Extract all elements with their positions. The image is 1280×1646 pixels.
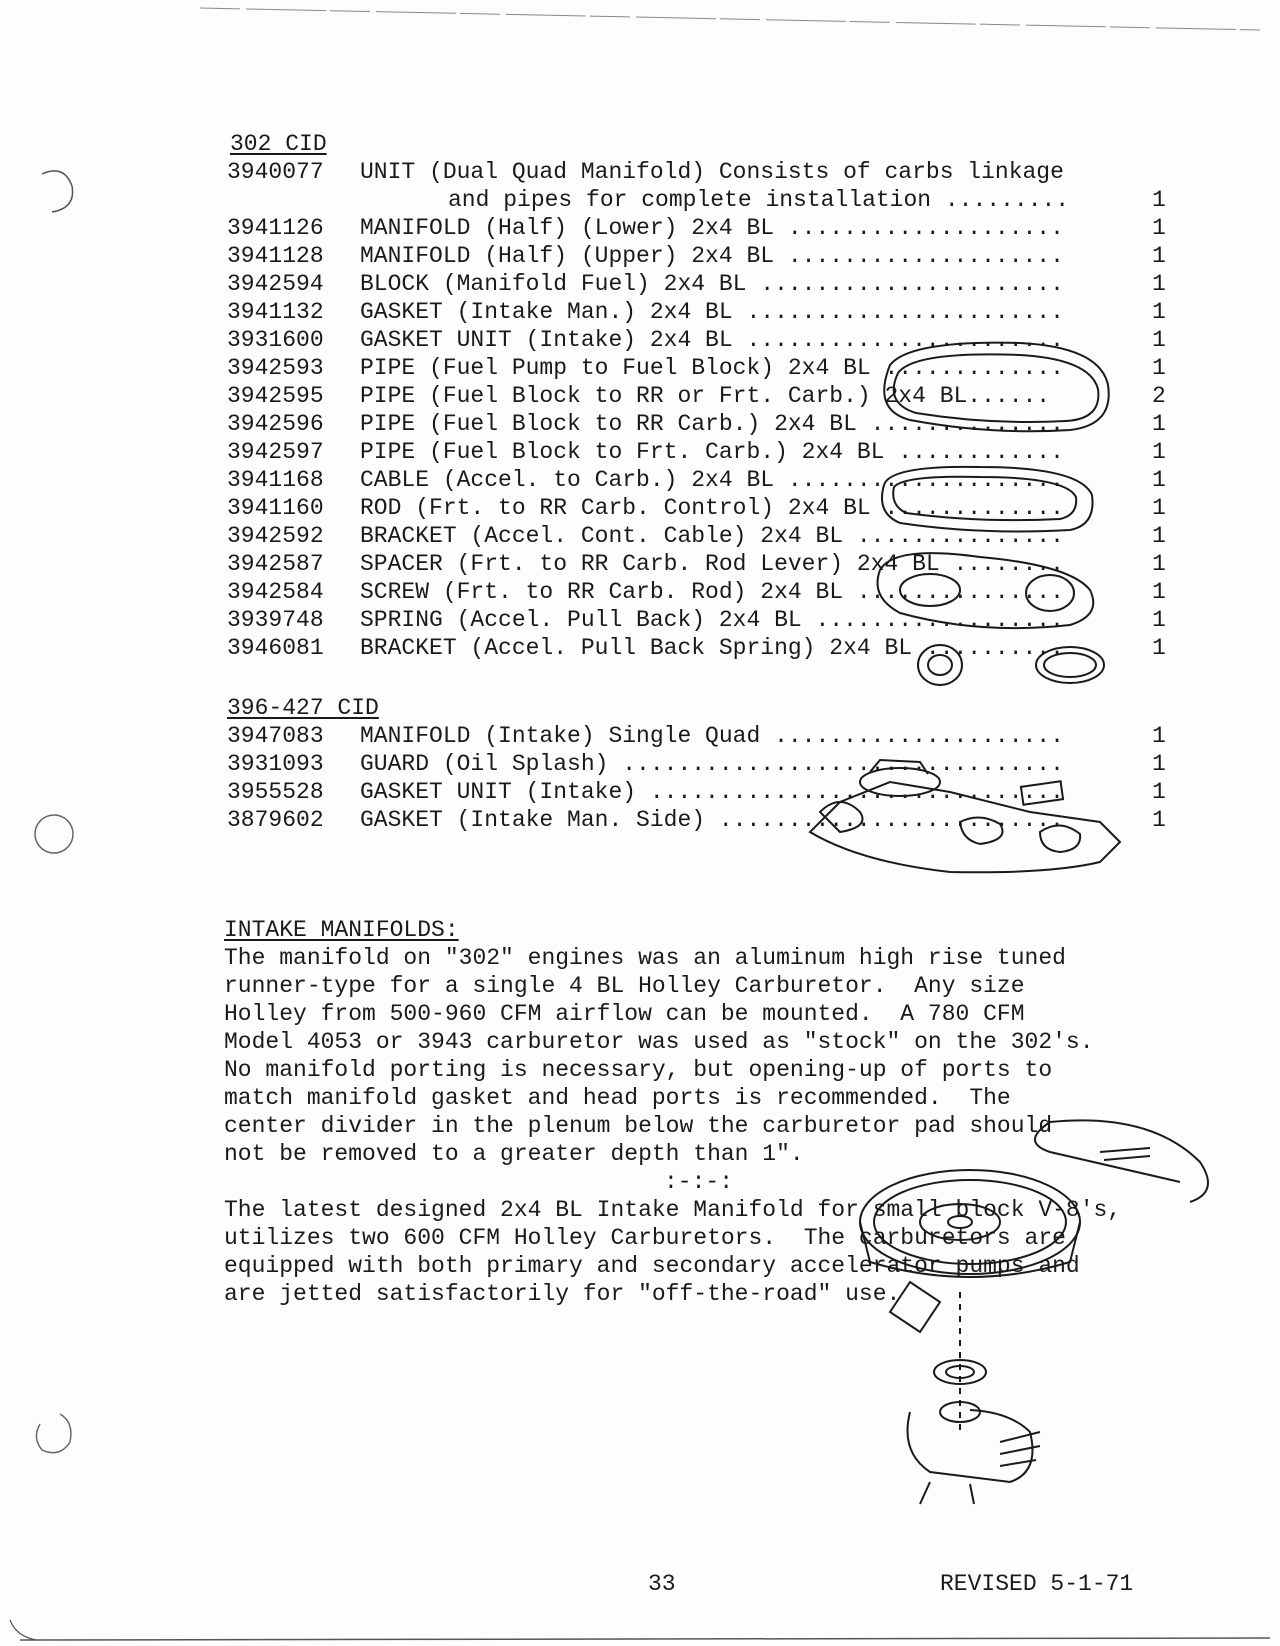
part-description [360, 438, 1140, 466]
part-number: 3946081 [227, 635, 324, 661]
part-description [360, 522, 1140, 550]
part-description-line: BRACKET (Accel. Cont. Cable) 2x4 BL ............... [360, 523, 1064, 549]
part-description-line: PIPE (Fuel Block to RR Carb.) 2x4 BL .............. [360, 411, 1064, 437]
parts-row [227, 298, 1172, 326]
part-number: 3947083 [227, 723, 324, 749]
part-description [360, 634, 1140, 662]
paragraph-line: Model 4053 or 3943 carburetor was used as "stock" on the 302's. [224, 1029, 1094, 1055]
part-description [360, 214, 1140, 242]
parts-row [227, 354, 1172, 382]
part-description [360, 494, 1140, 522]
part-description [360, 242, 1140, 270]
page-number: 33 [648, 1571, 676, 1597]
parts-row [227, 750, 1172, 778]
part-quantity: 2 [1152, 383, 1166, 409]
part-quantity: 1 [1152, 439, 1166, 465]
part-quantity: 1 [1152, 327, 1166, 353]
paragraph-line: Holley from 500-960 CFM airflow can be mounted. A 780 CFM [224, 1001, 1025, 1027]
part-number: 3941168 [227, 467, 324, 493]
parts-row [227, 550, 1172, 578]
part-description [360, 410, 1140, 438]
part-quantity: 1 [1152, 607, 1166, 633]
parts-row [227, 214, 1172, 242]
part-quantity: 1 [1152, 807, 1166, 833]
parts-table-396-427-cid [227, 722, 1172, 834]
parts-row [227, 806, 1172, 834]
intake-manifolds-body [224, 944, 1184, 1308]
part-number: 3942592 [227, 523, 324, 549]
binder-hole-middle [30, 810, 80, 858]
part-quantity: 1 [1152, 551, 1166, 577]
part-quantity: 1 [1152, 243, 1166, 269]
paragraph-line: match manifold gasket and head ports is recommended. The [224, 1085, 1011, 1111]
part-description-line: GASKET (Intake Man.) 2x4 BL ....................... [360, 299, 1064, 325]
part-quantity: 1 [1152, 355, 1166, 381]
paragraph-line: equipped with both primary and secondary accelerator pumps and [224, 1253, 1080, 1279]
part-quantity: 1 [1152, 187, 1166, 213]
part-number: 3942593 [227, 355, 324, 381]
parts-row [227, 778, 1172, 806]
part-number: 3942595 [227, 383, 324, 409]
part-description [360, 778, 1140, 806]
part-description-line: GASKET (Intake Man. Side) ......................... [360, 807, 1064, 833]
part-number: 3940077 [227, 159, 324, 185]
paragraph-line: utilizes two 600 CFM Holley Carburetors. The carburetors are [224, 1225, 1066, 1251]
part-description-line: BLOCK (Manifold Fuel) 2x4 BL ...................... [360, 271, 1064, 297]
section-title-302-cid: 302 CID [230, 131, 327, 157]
part-description-line: MANIFOLD (Intake) Single Quad ..................... [360, 723, 1064, 749]
parts-row [227, 242, 1172, 270]
parts-row [227, 382, 1172, 410]
parts-row [227, 722, 1172, 750]
paragraph-line: not be removed to a greater depth than 1". [224, 1141, 804, 1167]
part-quantity: 1 [1152, 299, 1166, 325]
parts-row [227, 466, 1172, 494]
paragraph-line: runner-type for a single 4 BL Holley Carburetor. Any size [224, 973, 1025, 999]
part-description-line: GASKET UNIT (Intake) .............................. [360, 779, 1064, 805]
parts-row [227, 158, 1172, 214]
part-number: 3931093 [227, 751, 324, 777]
part-description [360, 270, 1140, 298]
paragraph-line: center divider in the plenum below the carburetor pad should [224, 1113, 1053, 1139]
part-quantity: 1 [1152, 271, 1166, 297]
part-number: 3879602 [227, 807, 324, 833]
part-description-continuation: and pipes for complete installation ......... [448, 187, 1070, 213]
part-description-line: SPACER (Frt. to RR Carb. Rod Lever) 2x4 BL ........ [360, 551, 1064, 577]
part-number: 3941126 [227, 215, 324, 241]
part-description-line: SPRING (Accel. Pull Back) 2x4 BL .................. [360, 607, 1064, 633]
paragraph-line: No manifold porting is necessary, but opening-up of ports to [224, 1057, 1053, 1083]
part-description-line: CABLE (Accel. to Carb.) 2x4 BL .................... [360, 467, 1064, 493]
part-description [360, 550, 1140, 578]
part-quantity: 1 [1152, 751, 1166, 777]
part-number: 3941128 [227, 243, 324, 269]
part-description-line: PIPE (Fuel Block to Frt. Carb.) 2x4 BL ............ [360, 439, 1064, 465]
part-quantity: 1 [1152, 723, 1166, 749]
parts-row [227, 494, 1172, 522]
part-description-line: SCREW (Frt. to RR Carb. Rod) 2x4 BL ............... [360, 579, 1064, 605]
paragraph-line: The manifold on "302" engines was an aluminum high rise tuned [224, 945, 1066, 971]
revision-date: REVISED 5-1-71 [940, 1571, 1134, 1597]
parts-row [227, 270, 1172, 298]
section-title-396-427-cid: 396-427 CID [227, 695, 379, 721]
part-description-line: MANIFOLD (Half) (Upper) 2x4 BL .................... [360, 243, 1064, 269]
parts-table-302-cid [227, 158, 1172, 662]
part-number: 3942596 [227, 411, 324, 437]
part-quantity: 1 [1152, 779, 1166, 805]
part-number: 3955528 [227, 779, 324, 805]
part-description [360, 578, 1140, 606]
part-number: 3931600 [227, 327, 324, 353]
part-description-line: GASKET UNIT (Intake) 2x4 BL ....................... [360, 327, 1064, 353]
part-quantity: 1 [1152, 495, 1166, 521]
part-number: 3941132 [227, 299, 324, 325]
part-description-line: UNIT (Dual Quad Manifold) Consists of carbs linkage [360, 159, 1064, 185]
part-description [360, 298, 1140, 326]
intake-manifolds-heading: INTAKE MANIFOLDS: [224, 917, 459, 943]
parts-row [227, 606, 1172, 634]
paragraph-line: are jetted satisfactorily for "off-the-road" use. [224, 1281, 901, 1307]
paragraph-line: The latest designed 2x4 BL Intake Manifold for small block V-8's, [224, 1197, 1122, 1223]
part-description-line: MANIFOLD (Half) (Lower) 2x4 BL .................... [360, 215, 1064, 241]
part-description [360, 750, 1140, 778]
part-quantity: 1 [1152, 467, 1166, 493]
part-description [360, 158, 1140, 214]
part-description [360, 466, 1140, 494]
part-quantity: 1 [1152, 579, 1166, 605]
part-description [360, 806, 1140, 834]
part-description-line: ROD (Frt. to RR Carb. Control) 2x4 BL ............. [360, 495, 1064, 521]
part-quantity: 1 [1152, 411, 1166, 437]
part-description-line: PIPE (Fuel Block to RR or Frt. Carb.) 2x4 BL...... [360, 383, 1051, 409]
binder-hole-top [34, 166, 78, 218]
part-description [360, 326, 1140, 354]
parts-row [227, 438, 1172, 466]
part-description [360, 354, 1140, 382]
part-description [360, 722, 1140, 750]
part-number: 3942584 [227, 579, 324, 605]
parts-row [227, 634, 1172, 662]
part-quantity: 1 [1152, 523, 1166, 549]
part-description-line: BRACKET (Accel. Pull Back Spring) 2x4 BL .......... [360, 635, 1064, 661]
part-number: 3942594 [227, 271, 324, 297]
parts-row [227, 410, 1172, 438]
parts-row [227, 578, 1172, 606]
part-description [360, 606, 1140, 634]
parts-row [227, 326, 1172, 354]
part-quantity: 1 [1152, 215, 1166, 241]
part-number: 3939748 [227, 607, 324, 633]
part-description-line: GUARD (Oil Splash) ................................ [360, 751, 1064, 777]
section-separator: :-:-: [664, 1169, 734, 1195]
part-number: 3942587 [227, 551, 324, 577]
part-description [360, 382, 1140, 410]
part-quantity: 1 [1152, 635, 1166, 661]
binder-hole-bottom [30, 1408, 80, 1462]
part-number: 3942597 [227, 439, 324, 465]
parts-row [227, 522, 1172, 550]
part-number: 3941160 [227, 495, 324, 521]
part-description-line: PIPE (Fuel Pump to Fuel Block) 2x4 BL ............. [360, 355, 1064, 381]
